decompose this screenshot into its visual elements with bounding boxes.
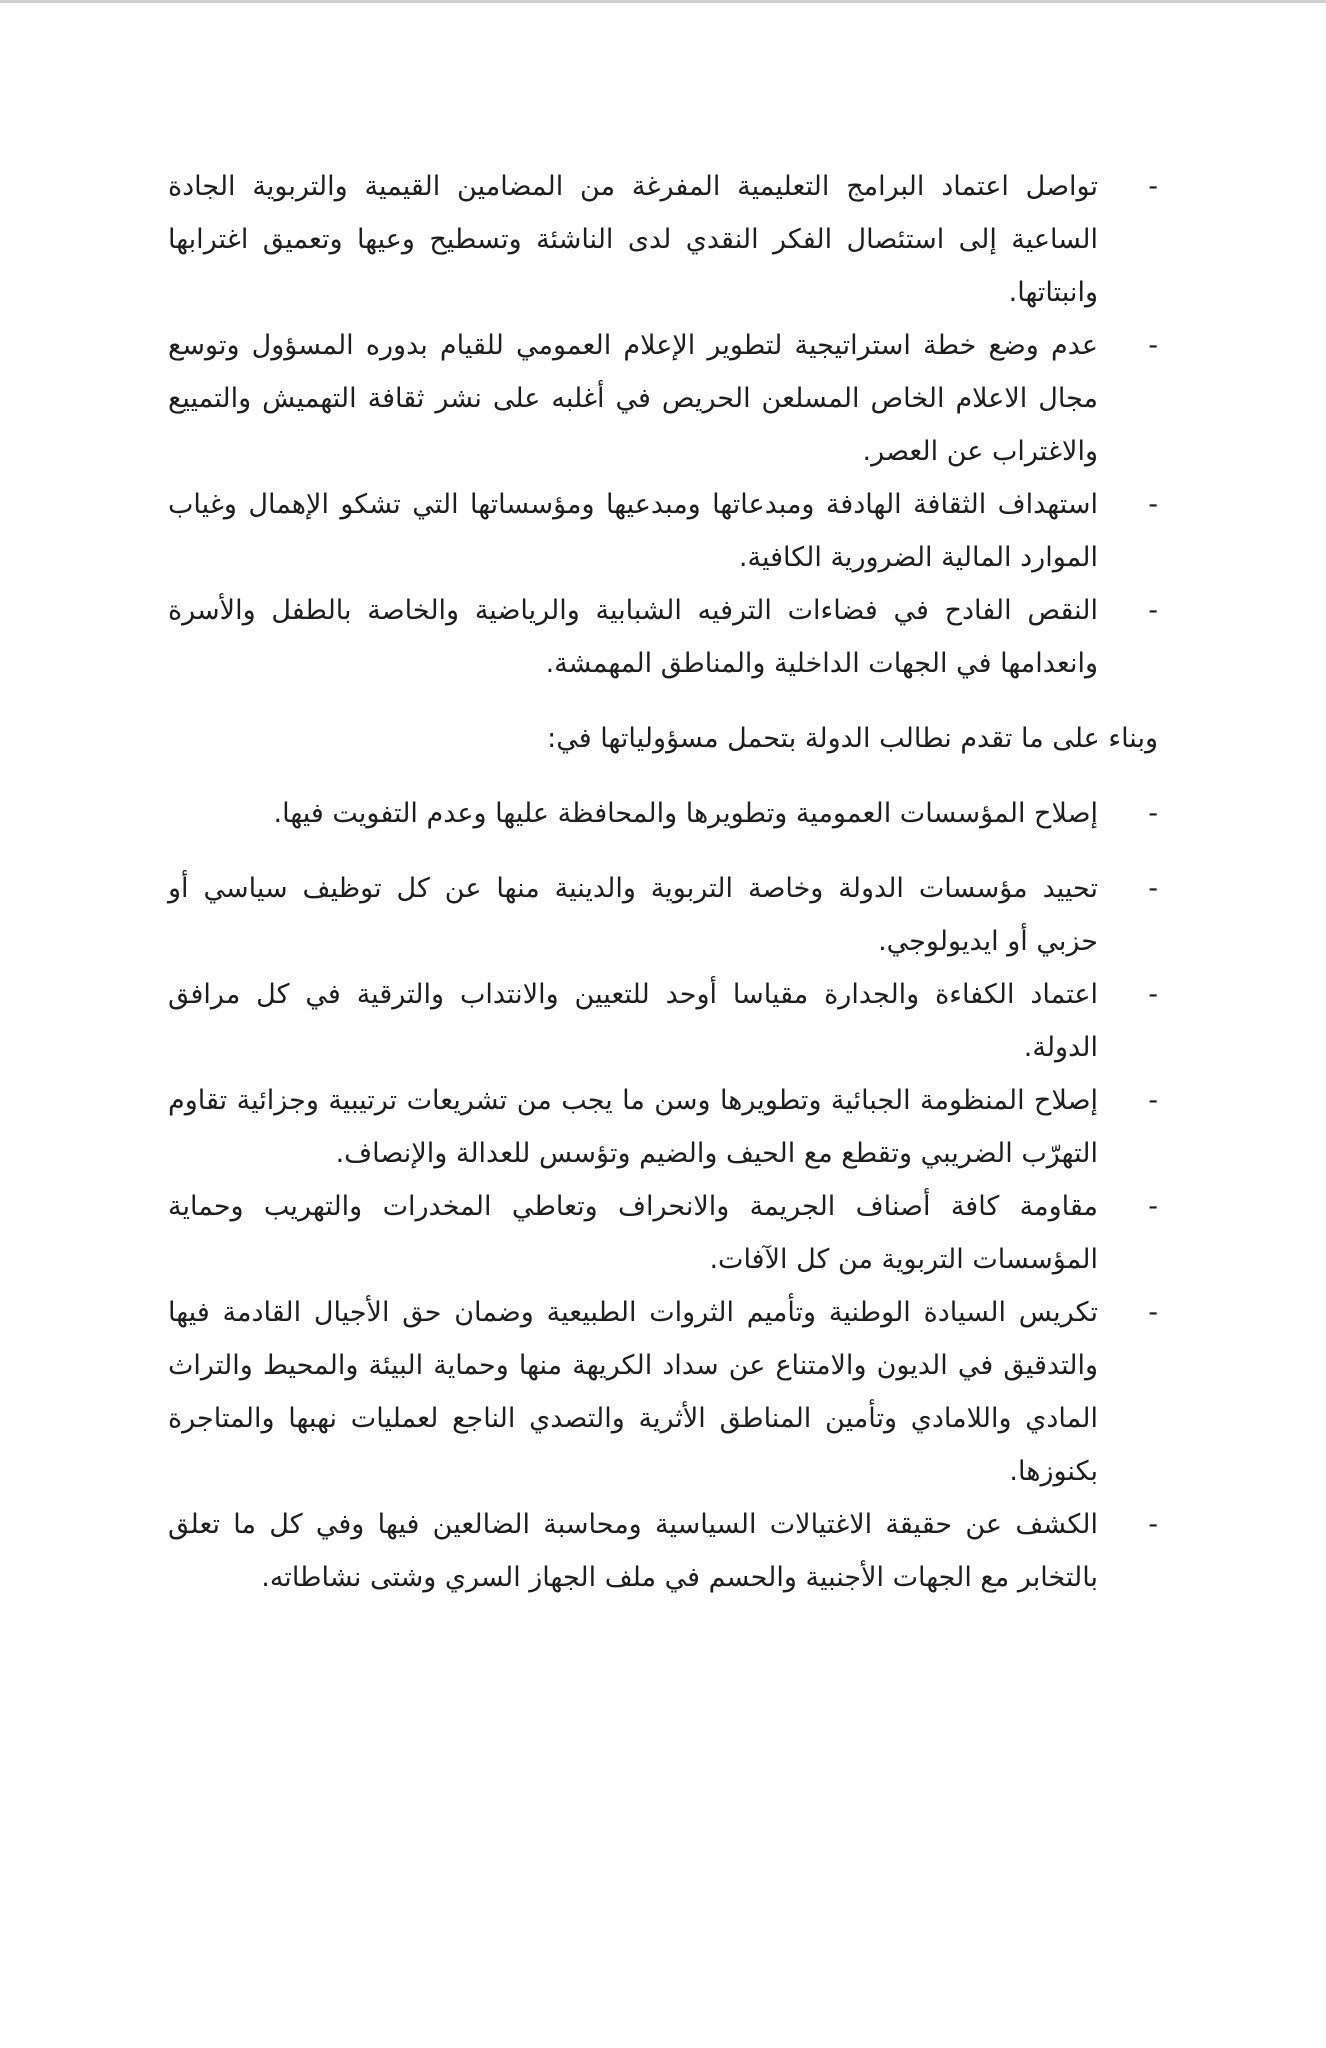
demands-list — [168, 787, 1158, 1604]
list-item — [168, 862, 1158, 968]
list-item — [168, 1074, 1158, 1180]
bullet-dash: - — [1148, 1297, 1158, 1328]
list-item — [168, 1286, 1158, 1498]
list-item-text: عدم وضع خطة استراتيجية لتطوير الإعلام العمومي للقيام بدوره المسؤول وتوسع مجال الاعلام الخاص المسلعن الحريص في أغلبه على نشر ثقافة التهميش والتمييع والاغتراب عن العصر. — [168, 330, 1098, 467]
bullet-dash: - — [1148, 595, 1158, 626]
list-item — [168, 968, 1158, 1074]
bullet-dash: - — [1148, 1085, 1158, 1116]
list-item — [168, 787, 1158, 840]
page-top-edge — [0, 0, 1326, 3]
grievances-list — [168, 160, 1158, 690]
list-item-text: تواصل اعتماد البرامج التعليمية المفرغة من المضامين القيمية والتربوية الجادة الساعية إلى استئصال الفكر النقدي لدى الناشئة وتسطيح وعيها وتعميق اغترابها وانبتاتها. — [168, 171, 1098, 308]
list-item-text: مقاومة كافة أصناف الجريمة والانحراف وتعاطي المخدرات والتهريب وحماية المؤسسات التربوية من كل الآفات. — [168, 1191, 1098, 1275]
list-item — [168, 584, 1158, 690]
list-item-text: اعتماد الكفاءة والجدارة مقياسا أوحد للتعيين والانتداب والترقية في كل مرافق الدولة. — [168, 979, 1098, 1063]
list-item-text: إصلاح المؤسسات العمومية وتطويرها والمحافظة عليها وعدم التفويت فيها. — [273, 798, 1098, 829]
bullet-dash: - — [1148, 1509, 1158, 1540]
bullet-dash: - — [1148, 798, 1158, 829]
list-item — [168, 319, 1158, 478]
document-body — [168, 160, 1158, 1604]
list-item-text: تحييد مؤسسات الدولة وخاصة التربوية والدينية منها عن كل توظيف سياسي أو حزبي أو ايديولوجي. — [168, 873, 1098, 957]
list-item — [168, 160, 1158, 319]
bullet-dash: - — [1148, 171, 1158, 202]
list-item-text: النقص الفادح في فضاءات الترفيه الشبابية والرياضية والخاصة بالطفل والأسرة وانعدامها في الجهات الداخلية والمناطق المهمشة. — [168, 595, 1098, 679]
list-item — [168, 478, 1158, 584]
list-item-text: تكريس السيادة الوطنية وتأميم الثروات الطبيعية وضمان حق الأجيال القادمة فيها والتدقيق في الديون والامتناع عن سداد الكريهة منها وحماية البيئة والمحيط والتراث المادي واللامادي وتأمين المناطق الأثرية والتصدي الناجع لعمليات نهبها والمتاجرة بكنوزها. — [168, 1297, 1098, 1487]
list-item-text: استهداف الثقافة الهادفة ومبدعاتها ومبدعيها ومؤسساتها التي تشكو الإهمال وغياب الموارد المالية الضرورية الكافية. — [168, 489, 1098, 573]
list-item-text: إصلاح المنظومة الجبائية وتطويرها وسن ما يجب من تشريعات ترتيبية وجزائية تقاوم التهرّب الضريبي وتقطع مع الحيف والضيم وتؤسس للعدالة والإنصاف. — [168, 1085, 1098, 1169]
bullet-dash: - — [1148, 873, 1158, 904]
bullet-dash: - — [1148, 489, 1158, 520]
bullet-dash: - — [1148, 1191, 1158, 1222]
bullet-dash: - — [1148, 979, 1158, 1010]
list-item — [168, 1498, 1158, 1604]
list-item-text: الكشف عن حقيقة الاغتيالات السياسية ومحاسبة الضالعين فيها وفي كل ما تعلق بالتخابر مع الجهات الأجنبية والحسم في ملف الجهاز السري وشتى نشاطاته. — [168, 1509, 1098, 1593]
bullet-dash: - — [1148, 330, 1158, 361]
demands-intro: وبناء على ما تقدم نطالب الدولة بتحمل مسؤولياتها في: — [547, 723, 1158, 754]
list-item — [168, 1180, 1158, 1286]
